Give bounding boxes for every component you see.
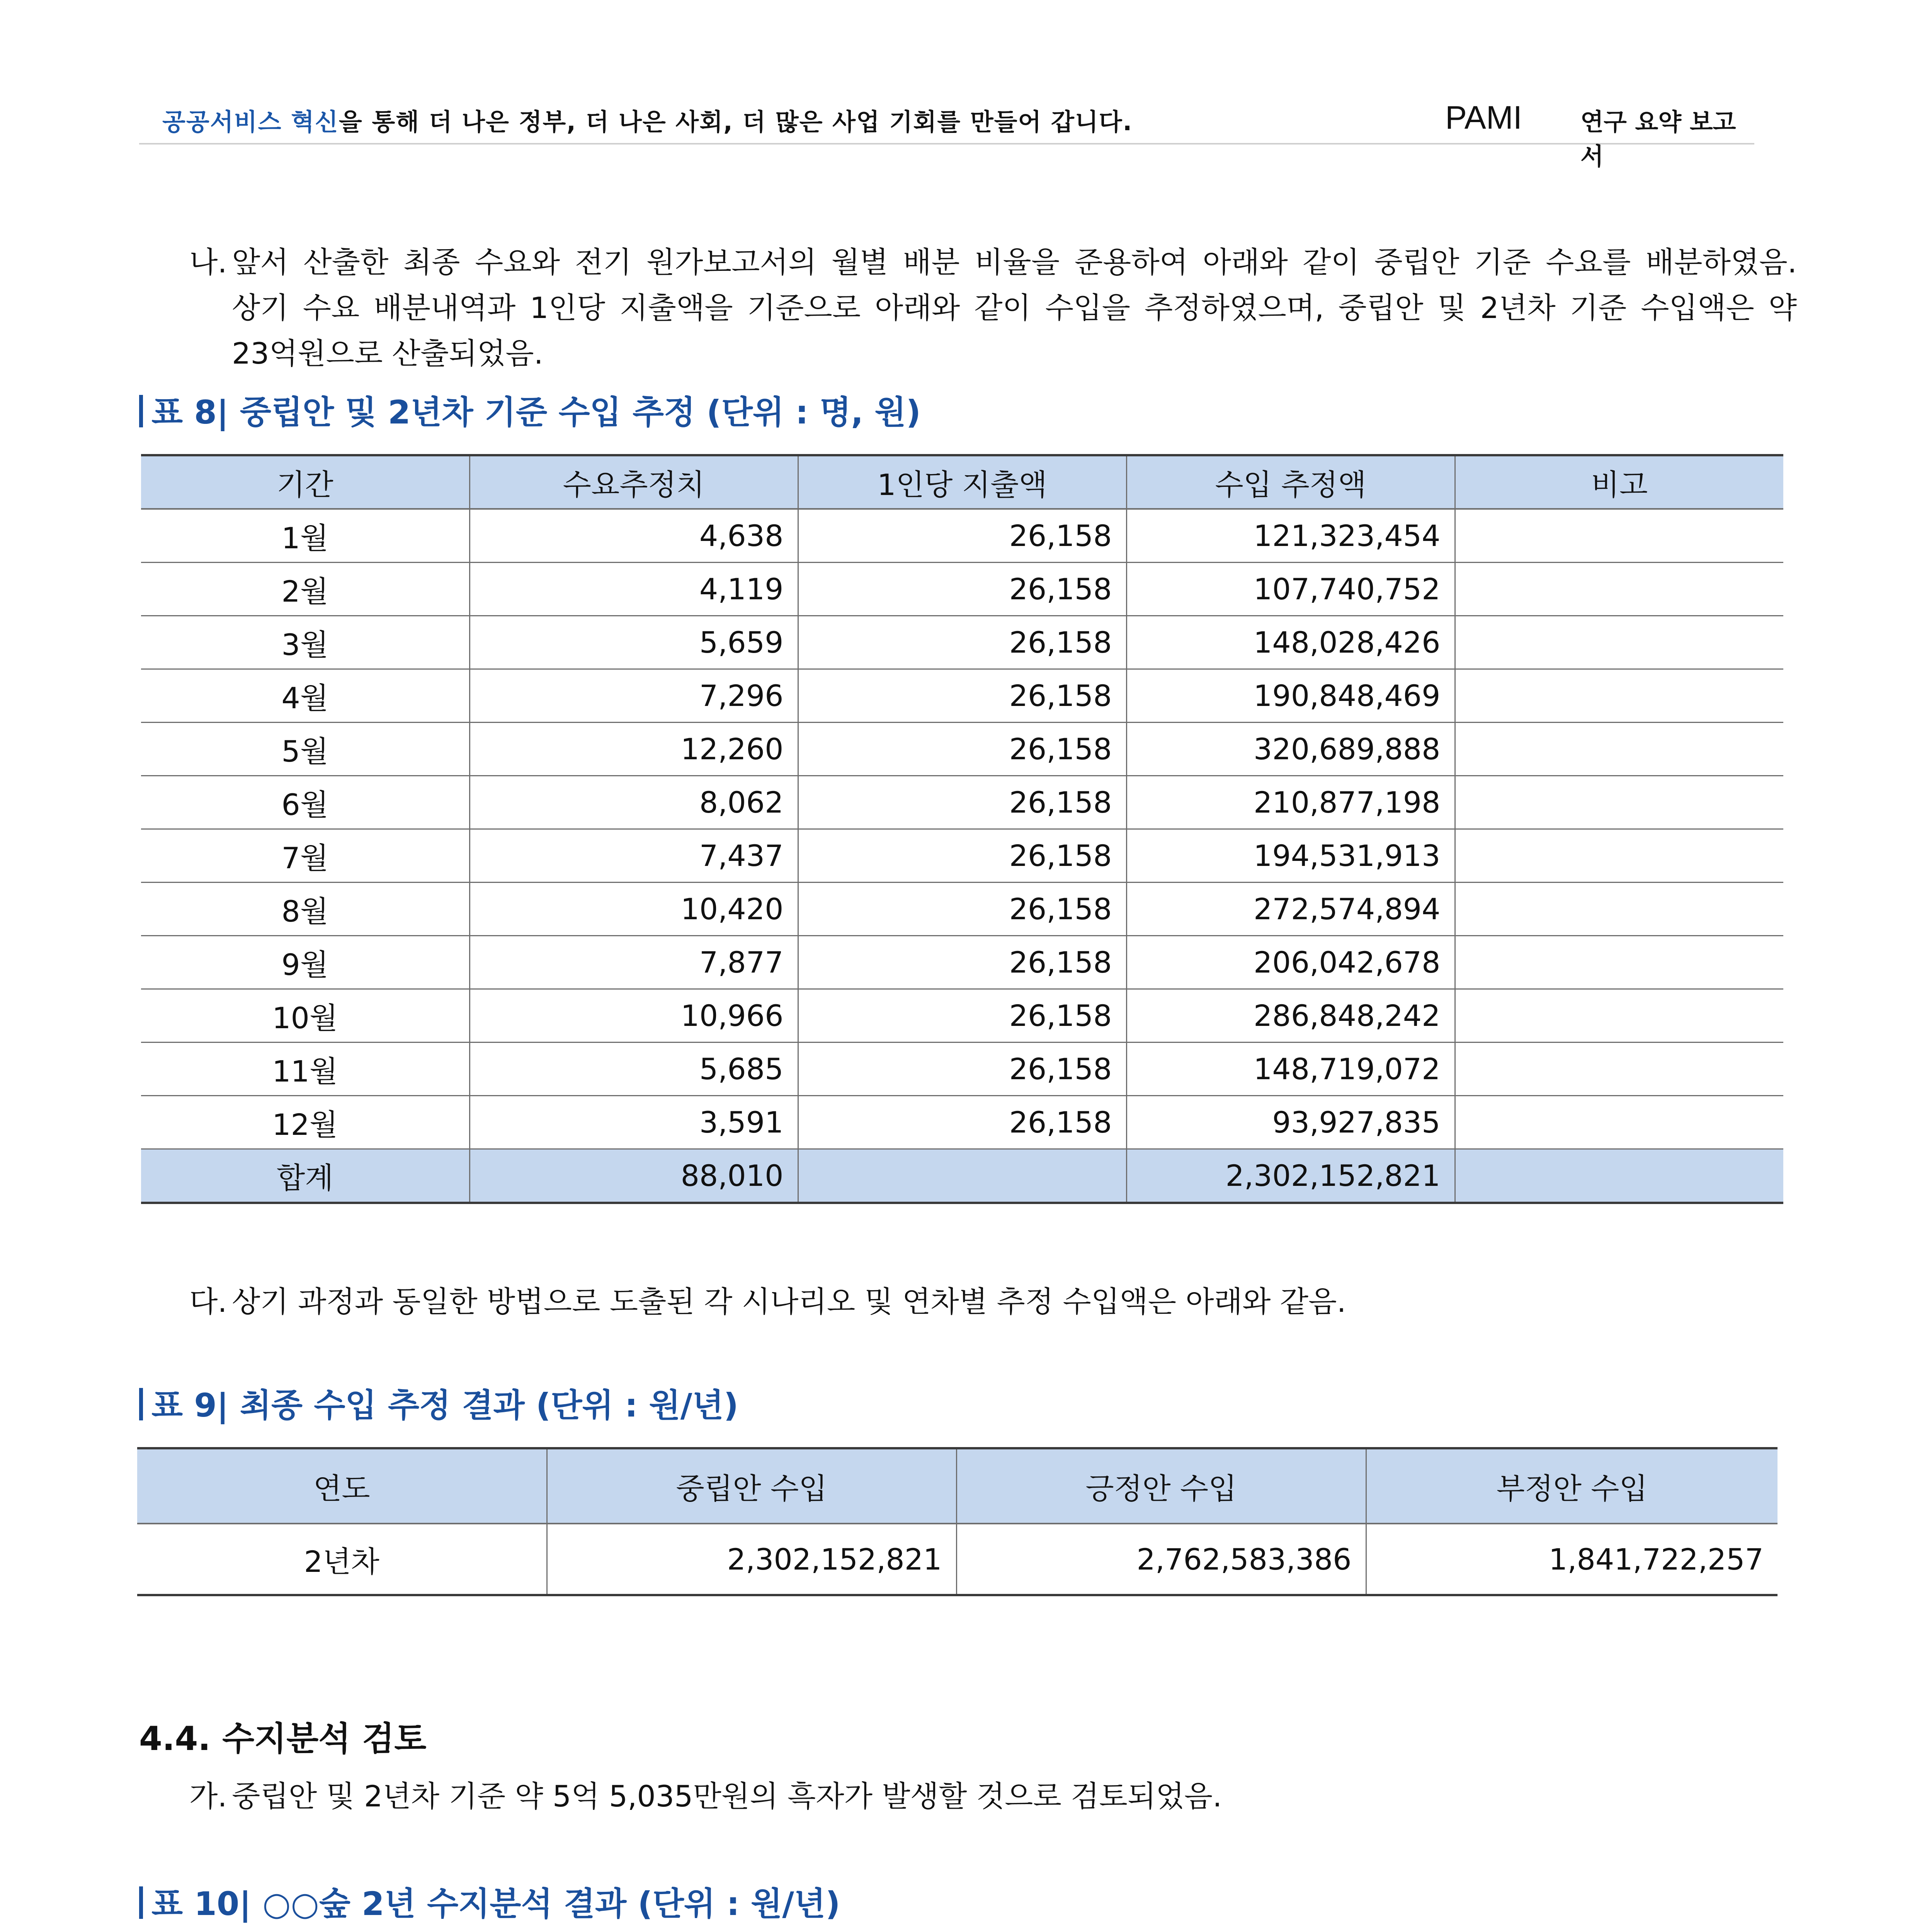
table8-cell: 10월 [141,989,469,1043]
table-row [141,829,1783,883]
table8-caption-text: 표 8| 중립안 및 2년차 기준 수입 추정 (단위 : 명, 원) [151,393,921,431]
table8-cell: 148,719,072 [1126,1043,1455,1096]
paragraph-da [189,1279,1346,1325]
header-slogan-highlight: 공공서비스 혁신 [162,108,339,136]
paragraph-da-label: 다. [189,1284,227,1319]
table-row [141,669,1783,723]
table9-cell: 2년차 [137,1524,547,1595]
paragraph-na-text-3: 23억원으로 산출되었음. [232,336,543,371]
table-row [141,776,1783,829]
table8-cell: 121,323,454 [1126,509,1455,563]
table8-cell: 320,689,888 [1126,723,1455,776]
table-row [141,563,1783,616]
paragraph-na-line-1 [189,240,1797,285]
table8-cell: 9월 [141,936,469,989]
table8-total-cell [798,1149,1126,1203]
table8-cell: 10,966 [469,989,798,1043]
table8-total-cell [1455,1149,1783,1203]
table8-cell: 26,158 [798,1096,1126,1149]
page-header [139,93,1754,170]
table8-total-row [141,1149,1783,1203]
table8-body [141,509,1783,1203]
table8-cell: 4,119 [469,563,798,616]
paragraph-da-text: 상기 과정과 동일한 방법으로 도출된 각 시나리오 및 연차별 추정 수입액은 아래와 같음. [232,1284,1346,1319]
table9-header-negative: 부정안 수입 [1366,1448,1778,1524]
table9-caption-text: 표 9| 최종 수입 추정 결과 (단위 : 원/년) [151,1386,739,1424]
table8-caption [139,386,921,433]
table-row [141,616,1783,669]
header-brand: PAMI [1445,99,1522,136]
table8-cell: 26,158 [798,883,1126,936]
caption-bar-icon [139,1886,143,1919]
table8-cell: 26,158 [798,776,1126,829]
table9-header-year: 연도 [137,1448,547,1524]
table8-cell: 206,042,678 [1126,936,1455,989]
table9-caption [139,1379,738,1426]
table8-cell [1455,1096,1783,1149]
table8-total-cell: 88,010 [469,1149,798,1203]
table8 [141,454,1783,1204]
table9-cell: 2,762,583,386 [956,1524,1366,1595]
table8-cell: 148,028,426 [1126,616,1455,669]
paragraph-na [189,240,1797,376]
paragraph-na-text-1: 앞서 산출한 최종 수요와 전기 원가보고서의 월별 배분 비율을 준용하여 아래와 같이 중립안 기준 수요를 배분하였음. [232,245,1797,279]
table8-cell: 26,158 [798,669,1126,723]
table8-cell: 7월 [141,829,469,883]
paragraph-na-text-2: 상기 수요 배분내역과 1인당 지출액을 기준으로 아래와 같이 수입을 추정하였으며, 중립안 및 2년차 기준 수입액은 약 [232,291,1797,325]
table8-cell: 286,848,242 [1126,989,1455,1043]
table8-cell [1455,616,1783,669]
paragraph-na-label: 나. [189,245,227,279]
table8-cell: 12월 [141,1096,469,1149]
table8-cell: 107,740,752 [1126,563,1455,616]
table9-cell: 1,841,722,257 [1366,1524,1778,1595]
table8-cell: 26,158 [798,563,1126,616]
table8-cell: 6월 [141,776,469,829]
table8-cell [1455,723,1783,776]
table9-header-positive: 긍정안 수입 [956,1448,1366,1524]
table8-cell: 8,062 [469,776,798,829]
table-row [137,1524,1778,1595]
table8-cell: 12,260 [469,723,798,776]
table8-cell: 210,877,198 [1126,776,1455,829]
table8-cell: 190,848,469 [1126,669,1455,723]
paragraph-ga [189,1774,1222,1819]
table-row [141,883,1783,936]
header-slogan-rest: 을 통해 더 나은 정부, 더 나은 사회, 더 많은 사업 기회를 만들어 갑니다. [338,108,1133,136]
caption-bar-icon [139,1388,143,1420]
table8-cell [1455,669,1783,723]
table8-cell: 272,574,894 [1126,883,1455,936]
table8-cell: 4월 [141,669,469,723]
table8-cell [1455,989,1783,1043]
table8-cell: 26,158 [798,829,1126,883]
table-row [141,723,1783,776]
table8-cell: 26,158 [798,989,1126,1043]
paragraph-ga-label: 가. [189,1779,227,1813]
table8-cell [1455,883,1783,936]
table8-cell: 26,158 [798,1043,1126,1096]
table8-cell: 7,437 [469,829,798,883]
table8-cell: 5,659 [469,616,798,669]
table8-cell: 26,158 [798,723,1126,776]
paragraph-na-line-2 [189,285,1797,331]
table8-cell: 5월 [141,723,469,776]
table9-cell: 2,302,152,821 [547,1524,956,1595]
table8-cell: 1월 [141,509,469,563]
caption-bar-icon [139,395,143,427]
table-row [141,1043,1783,1096]
table-row [141,989,1783,1043]
table8-cell [1455,776,1783,829]
table8-total-cell: 합계 [141,1149,469,1203]
table8-cell: 4,638 [469,509,798,563]
table-row [141,509,1783,563]
table9 [137,1447,1778,1596]
table8-cell: 7,877 [469,936,798,989]
table8-cell: 10,420 [469,883,798,936]
table8-cell [1455,1043,1783,1096]
table8-cell [1455,509,1783,563]
table8-header-revenue: 수입 추정액 [1126,455,1455,509]
header-doc-type: 연구 요약 보고서 [1580,108,1736,170]
table9-header-neutral: 중립안 수입 [547,1448,956,1524]
header-slogan [162,103,1133,137]
table9-header-row [137,1448,1778,1524]
table8-cell: 26,158 [798,509,1126,563]
table8-cell: 3,591 [469,1096,798,1149]
table8-cell: 7,296 [469,669,798,723]
table8-cell: 194,531,913 [1126,829,1455,883]
table8-cell [1455,563,1783,616]
table8-cell: 3월 [141,616,469,669]
table8-cell: 2월 [141,563,469,616]
paragraph-ga-text: 중립안 및 2년차 기준 약 5억 5,035만원의 흑자가 발생할 것으로 검토되었음. [232,1779,1222,1813]
table8-cell [1455,829,1783,883]
table10-caption-text: 표 10| ○○숲 2년 수지분석 결과 (단위 : 원/년) [151,1885,840,1923]
table8-cell [1455,936,1783,989]
table8-header-spend: 1인당 지출액 [798,455,1126,509]
paragraph-na-line-3 [189,331,1797,376]
table10-caption [139,1878,840,1925]
table-row [141,1096,1783,1149]
table8-cell: 26,158 [798,936,1126,989]
table8-header-period: 기간 [141,455,469,509]
table8-cell: 11월 [141,1043,469,1096]
table8-total-cell: 2,302,152,821 [1126,1149,1455,1203]
table8-header-note: 비고 [1455,455,1783,509]
section-title: 4.4. 수지분석 검토 [139,1719,427,1758]
table8-cell: 26,158 [798,616,1126,669]
table8-cell: 93,927,835 [1126,1096,1455,1149]
table8-cell: 8월 [141,883,469,936]
table-row [141,936,1783,989]
table8-header-demand: 수요추정치 [469,455,798,509]
table8-header-row [141,455,1783,509]
table8-cell: 5,685 [469,1043,798,1096]
